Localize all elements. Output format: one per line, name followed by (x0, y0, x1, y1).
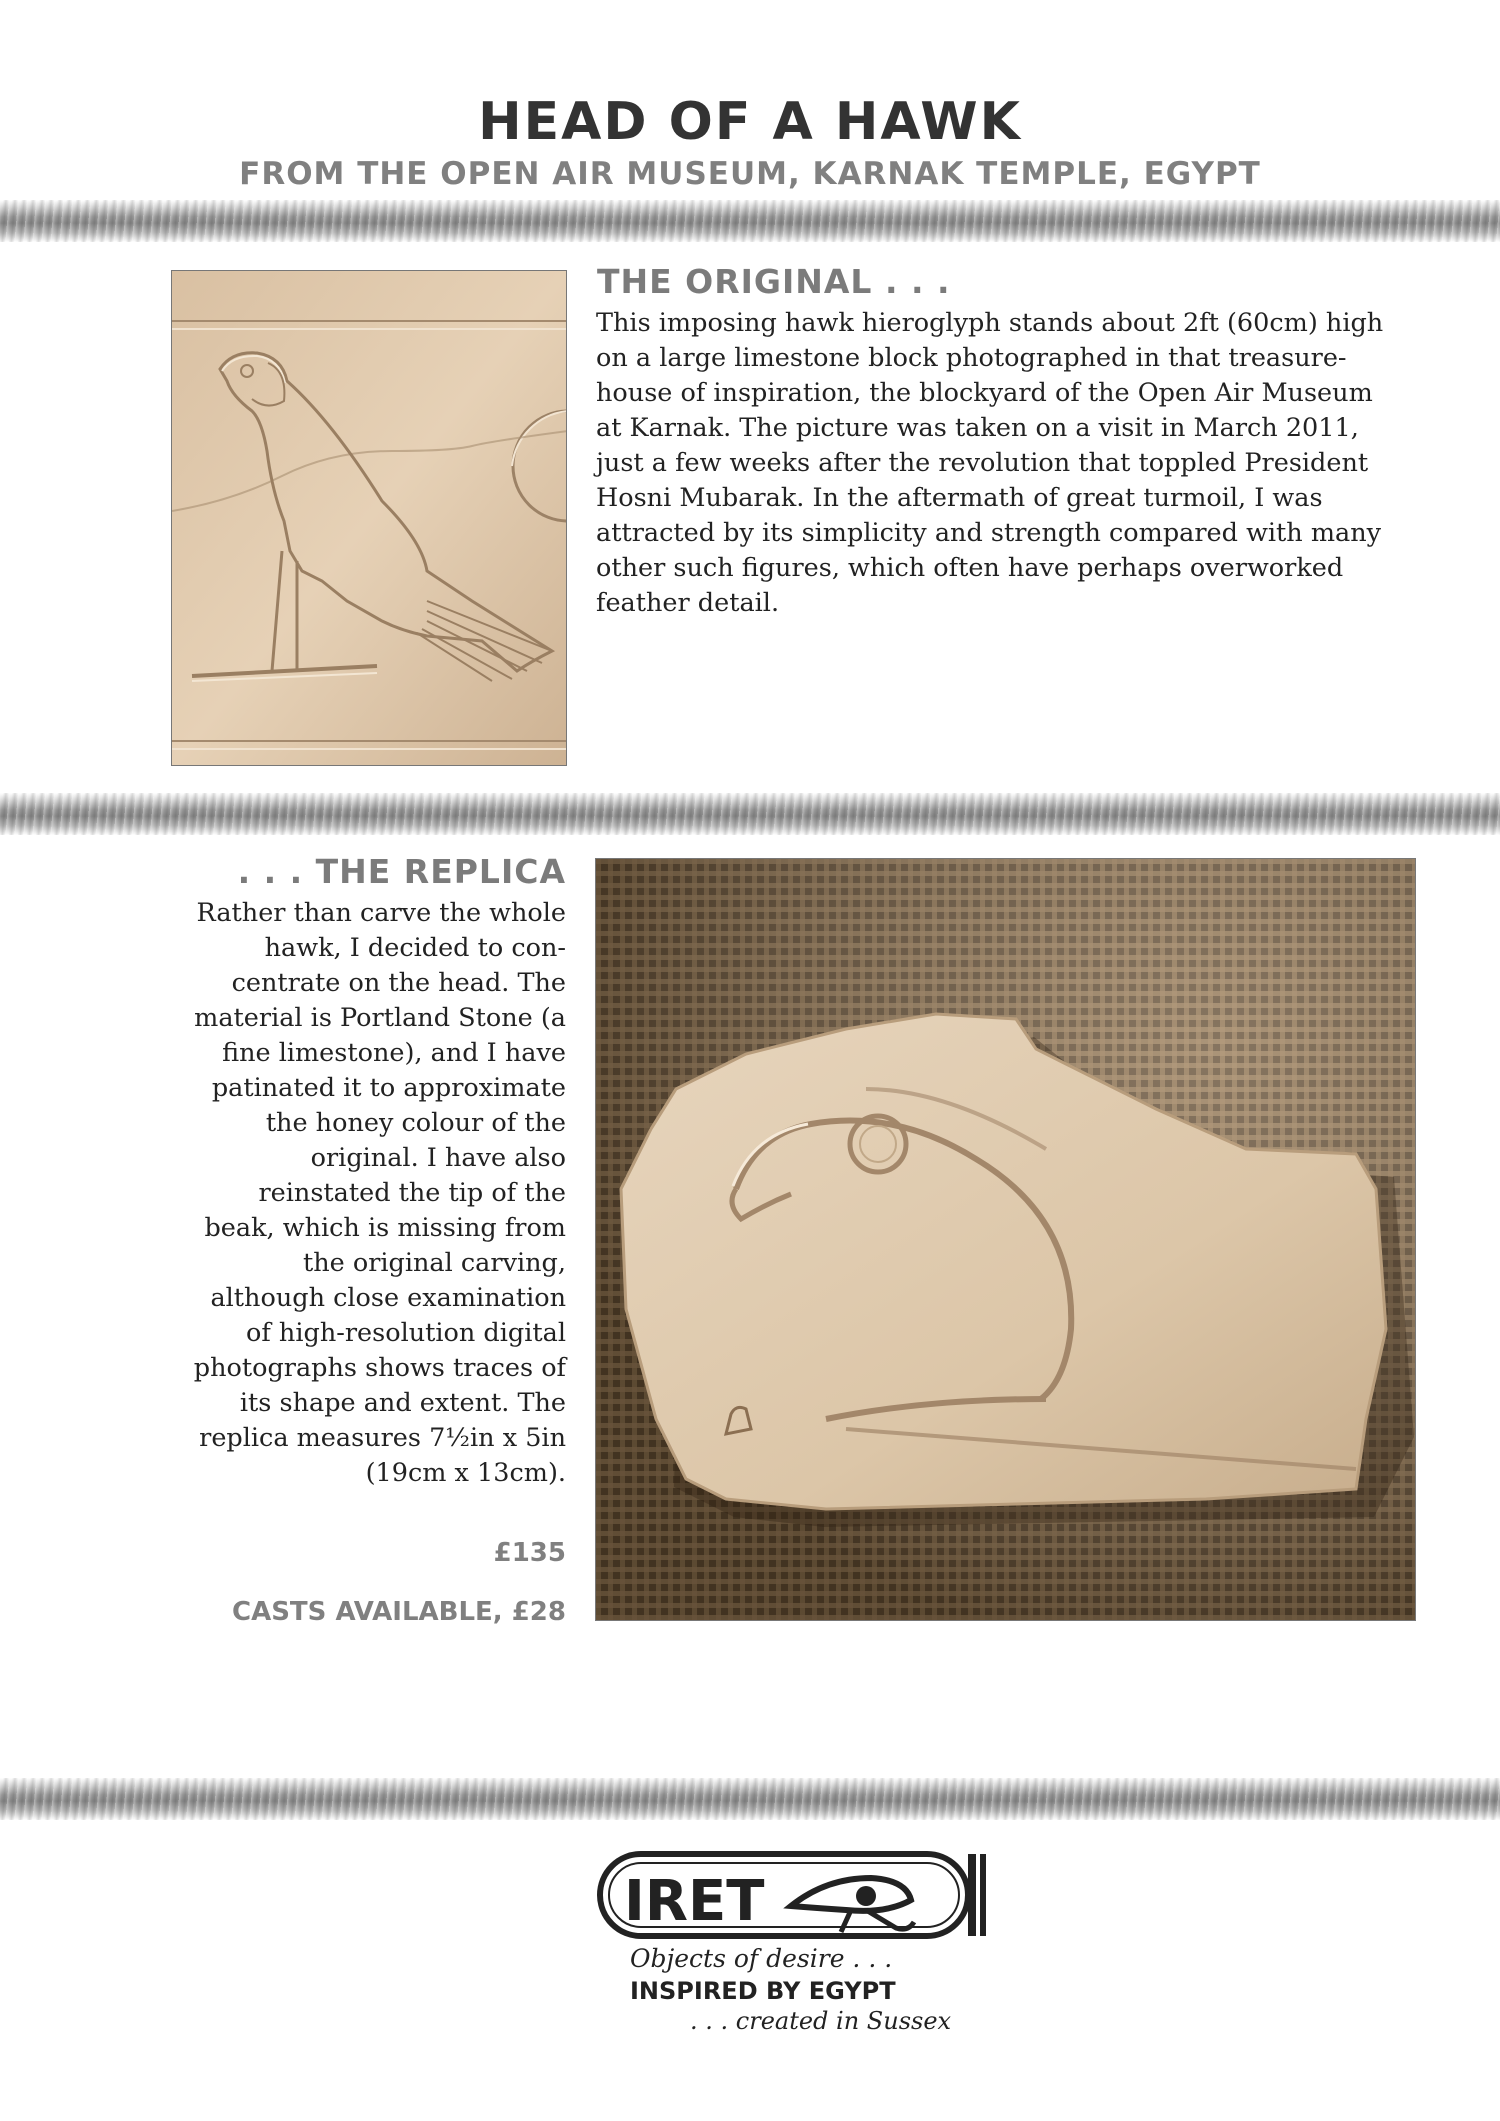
replica-hawk-photo (595, 858, 1416, 1621)
replica-line: fine limestone), and I have (222, 1038, 566, 1068)
replica-heading: . . . THE REPLICA (237, 852, 566, 891)
original-line: other such figures, which often have perhaps overworked (596, 553, 1344, 583)
replica-line: patinated it to approximate (211, 1073, 566, 1103)
casts-price: CASTS AVAILABLE, £28 (232, 1597, 566, 1627)
replica-line: material is Portland Stone (a (194, 1003, 566, 1033)
replica-line: photographs shows traces of (193, 1353, 566, 1383)
original-line: just a few weeks after the revolution that toppled President (596, 448, 1369, 478)
logo-text: IRET (624, 1869, 765, 1934)
replica-line: replica measures 7½in x 5in (199, 1423, 566, 1453)
original-line: attracted by its simplicity and strength compared with many (596, 518, 1382, 548)
stone-divider-middle (0, 793, 1500, 835)
original-line: Hosni Mubarak. In the aftermath of great turmoil, I was (596, 483, 1323, 513)
replica-line: the original carving, (302, 1248, 566, 1278)
original-line: feather detail. (596, 588, 780, 618)
original-line: This imposing hawk hieroglyph stands about 2ft (60cm) high (596, 308, 1384, 338)
replica-line: (19cm x 13cm). (365, 1458, 566, 1488)
original-hawk-photo (171, 270, 567, 766)
tagline-objects: Objects of desire . . . (630, 1944, 893, 1973)
original-description (596, 306, 1436, 621)
page-subtitle: FROM THE OPEN AIR MUSEUM, KARNAK TEMPLE, EGYPT (239, 156, 1261, 192)
original-line: on a large limestone block photographed in that treasure- (596, 343, 1347, 373)
tagline-created: . . . created in Sussex (690, 2007, 952, 2035)
replica-line: hawk, I decided to con- (264, 933, 566, 963)
replica-line: beak, which is missing from (204, 1213, 566, 1243)
replica-price: £135 (493, 1538, 566, 1568)
replica-line: the honey colour of the (265, 1108, 566, 1138)
replica-line: its shape and extent. The (239, 1388, 566, 1418)
replica-line: of high-resolution digital (246, 1318, 566, 1348)
stone-divider-top (0, 200, 1500, 242)
replica-line: Rather than carve the whole (196, 898, 566, 928)
replica-line: centrate on the head. The (231, 968, 566, 998)
iret-logo (596, 1848, 990, 1942)
replica-line: original. I have also (310, 1143, 566, 1173)
page-title: HEAD OF A HAWK (478, 92, 1022, 152)
replica-line: although close examination (210, 1283, 566, 1313)
stone-divider-bottom (0, 1778, 1500, 1820)
original-heading: THE ORIGINAL . . . (597, 262, 951, 301)
replica-description (150, 896, 566, 1491)
tagline-inspired: INSPIRED BY EGYPT (630, 1977, 896, 2005)
original-line: house of inspiration, the blockyard of the Open Air Museum (596, 378, 1373, 408)
replica-line: reinstated the tip of the (258, 1178, 566, 1208)
original-line: at Karnak. The picture was taken on a visit in March 2011, (596, 413, 1359, 443)
